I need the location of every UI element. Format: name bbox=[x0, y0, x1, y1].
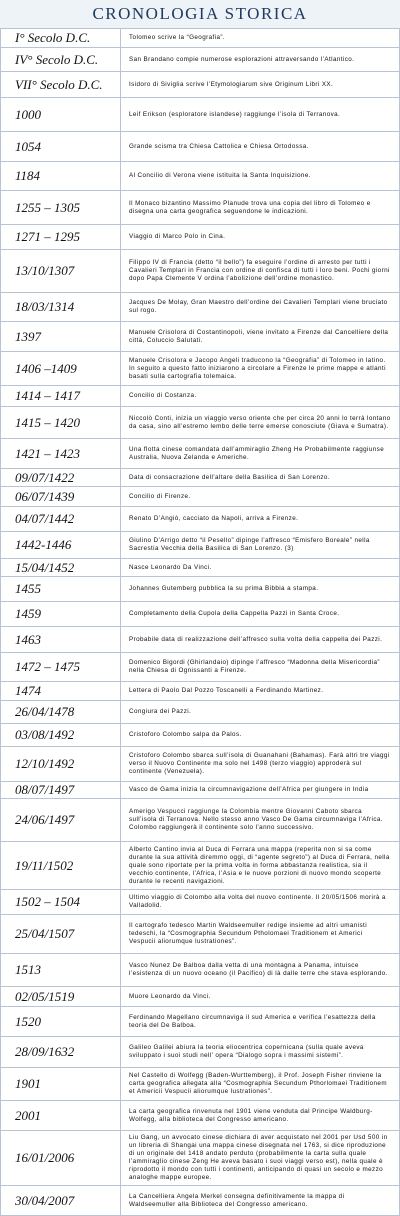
timeline-event-text: Vasco Nunez De Balboa dalla vetta di una montagna a Panama, intuisce l’esistenza di un nuovo oceano (il Pacifico) di là dalle terre che stava esplorando. bbox=[129, 962, 388, 977]
timeline-event-text: Manuele Crisolora e Jacopo Angeli traducono la “Geografia” di Tolomeo in latino. In seguito a questo fatto iniziarono a circolare a Firenze le prime mappe e atlanti basati sulla cartografia tolemaica. bbox=[129, 356, 386, 380]
timeline-row bbox=[0, 627, 400, 653]
timeline-date: 1901 bbox=[1, 1068, 121, 1100]
timeline-event-text: Manuele Crisolora di Costantinopoli, viene invitato a Firenze dal Cancelliere della città, Coluccio Salutati. bbox=[129, 328, 389, 344]
timeline-date: 26/04/1478 bbox=[1, 701, 121, 723]
timeline-row bbox=[0, 987, 400, 1007]
timeline-date: 06/07/1439 bbox=[1, 487, 121, 506]
timeline-event-text: Niccolò Conti, inizia un viaggio verso oriente che per circa 20 anni lo terrà lontano da casa, sino all’estremo lembo delle terre emerse conosciute (Giava e Sumatra). bbox=[129, 414, 391, 430]
timeline-event-text: Probabile data di realizzazione dell’affresco sulla volta della cappella dei Pazzi. bbox=[129, 635, 383, 643]
timeline-row bbox=[0, 487, 400, 507]
timeline-date: 1271 – 1295 bbox=[1, 225, 121, 249]
timeline-event-text: Renato D’Angiò, cacciato da Napoli, arriva a Firenze. bbox=[129, 515, 299, 522]
timeline-date: 1184 bbox=[1, 162, 121, 190]
timeline-row bbox=[0, 191, 400, 225]
timeline-date: 28/09/1632 bbox=[1, 1037, 121, 1067]
timeline-event-text: Cristoforo Colombo salpa da Palos. bbox=[129, 731, 242, 738]
timeline-date: 16/01/2006 bbox=[1, 1131, 121, 1185]
timeline-date: 1414 – 1417 bbox=[1, 386, 121, 406]
timeline-row bbox=[0, 559, 400, 577]
timeline-date: 1520 bbox=[1, 1007, 121, 1036]
timeline-row bbox=[0, 132, 400, 162]
timeline-event-text: Tolomeo scrive la “Geografia”. bbox=[129, 34, 225, 41]
timeline-row bbox=[0, 890, 400, 915]
timeline-row bbox=[0, 954, 400, 987]
timeline-date: 1415 – 1420 bbox=[1, 407, 121, 438]
timeline-date: 1463 bbox=[1, 627, 121, 652]
timeline-event-text: Galileo Galilei abiura la teoria eliocentrica copernicana (sulla quale aveva sviluppato i suoi studi nell’ opera “Dialogo sopra i massimi sistemi”. bbox=[129, 1044, 364, 1059]
timeline-event-text: Ferdinando Magellano circumnaviga il sud America e verifica l’esattezza della teoria del De Balboa. bbox=[129, 1013, 376, 1029]
timeline-event-text: Completamento della Cupola della Cappella Pazzi in Santa Croce. bbox=[129, 610, 340, 617]
timeline-event-text: Al Concilio di Verona viene istituita la Santa Inquisizione. bbox=[129, 172, 311, 179]
timeline-event-text: Jacques De Molay, Gran Maestro dell’ordine dei Cavalieri Templari viene bruciato sul rogo. bbox=[129, 299, 388, 314]
timeline-date: 12/10/1492 bbox=[1, 747, 121, 781]
timeline-date: 1502 – 1504 bbox=[1, 890, 121, 914]
timeline-date: 2001 bbox=[1, 1101, 121, 1130]
timeline-row bbox=[0, 682, 400, 701]
timeline-row bbox=[0, 724, 400, 747]
timeline-row bbox=[0, 701, 400, 724]
timeline-row bbox=[0, 1131, 400, 1186]
timeline-row bbox=[0, 782, 400, 799]
timeline-table bbox=[0, 28, 400, 1216]
timeline-date: 19/11/1502 bbox=[1, 842, 121, 889]
timeline-date: 1474 bbox=[1, 682, 121, 700]
timeline-event-text: Viaggio di Marco Polo in Cina. bbox=[129, 233, 226, 240]
timeline-date: 1513 bbox=[1, 954, 121, 986]
timeline-row bbox=[0, 842, 400, 890]
timeline-event-text: La carta geografica rinvenuta nel 1901 viene venduta dal Principe Waldburg-Wolfegg, alla biblioteca del Congresso americano. bbox=[129, 1107, 373, 1123]
timeline-event-text: Muore Leonardo da Vinci. bbox=[129, 992, 211, 1000]
timeline-date: 1421 – 1423 bbox=[1, 439, 121, 468]
timeline-row bbox=[0, 469, 400, 487]
timeline-date: 1255 – 1305 bbox=[1, 191, 121, 224]
timeline-date: 1455 bbox=[1, 577, 121, 601]
timeline-date: 09/07/1422 bbox=[1, 469, 121, 486]
timeline-event-text: Concilio di Costanza. bbox=[129, 392, 197, 399]
timeline-date: 18/03/1314 bbox=[1, 293, 121, 321]
timeline-event-text: Nasce Leonardo Da Vinci. bbox=[129, 563, 212, 571]
timeline-date: I° Secolo D.C. bbox=[1, 29, 121, 47]
timeline-row bbox=[0, 1068, 400, 1101]
timeline-row bbox=[0, 747, 400, 782]
timeline-event-text: Leif Erikson (esploratore islandese) raggiunge l’isola di Terranova. bbox=[129, 110, 341, 118]
timeline-date: 30/04/2007 bbox=[1, 1186, 121, 1215]
timeline-event-text: Grande scisma tra Chiesa Cattolica e Chiesa Ortodossa. bbox=[129, 142, 309, 150]
timeline-date: 1472 – 1475 bbox=[1, 653, 121, 681]
timeline-event-text: San Brandano compie numerose esplorazioni attraversando l’Atlantico. bbox=[129, 55, 355, 63]
timeline-event-text: Una flotta cinese comandata dall’ammiraglio Zheng He Probabilmente raggiunse Australia, Nuova Zelanda e Americhe. bbox=[129, 445, 385, 461]
timeline-row bbox=[0, 322, 400, 352]
timeline-event-text: Johannes Gutemberg pubblica la su prima Bibbia a stampa. bbox=[129, 585, 319, 592]
timeline-row bbox=[0, 48, 400, 72]
timeline-row bbox=[0, 98, 400, 132]
timeline-event-text: Concilio di Firenze. bbox=[129, 492, 191, 500]
timeline-event-text: Congiura dei Pazzi. bbox=[129, 708, 192, 715]
timeline-date: 1406 –1409 bbox=[1, 352, 121, 385]
timeline-event-text: Lettera di Paolo Dal Pozzo Toscanelli a Ferdinando Martinez. bbox=[129, 687, 324, 694]
timeline-date: 1054 bbox=[1, 132, 121, 161]
timeline-row bbox=[0, 386, 400, 407]
timeline-date: 04/07/1442 bbox=[1, 507, 121, 531]
timeline-date: 1459 bbox=[1, 602, 121, 626]
timeline-date: IV° Secolo D.C. bbox=[1, 48, 121, 71]
timeline-date: 13/10/1307 bbox=[1, 250, 121, 292]
timeline-event-text: Il cartografo tedesco Martin Waldseemuller redige insieme ad altri umanisti tedeschi, la “Cosmographia Secundum Ptholomaei Traditionem et Americi Vespucii aliorumque lustrationes”. bbox=[129, 922, 368, 945]
timeline-event-text: Giulino D’Arrigo detto “il Pesello” dipinge l’affresco “Emisfero Boreale” nella Sacrestia Vecchia della Basilica di San Lorenzo. (3) bbox=[129, 537, 370, 552]
timeline-event-text: Filippo IV di Francia (detto “il bello”) fa eseguire l’ordine di arresto per tutti i Cavalieri Templari in Francia con ordine di confisca di tutti i loro beni. Pochi giorni dopo Papa Clemente V ordina l’abolizione dell’ordine monastico. bbox=[129, 259, 390, 282]
timeline-date: 08/07/1497 bbox=[1, 782, 121, 798]
timeline-row bbox=[0, 225, 400, 250]
timeline-row bbox=[0, 29, 400, 48]
timeline-date: 1397 bbox=[1, 322, 121, 351]
timeline-row bbox=[0, 293, 400, 322]
timeline-row bbox=[0, 577, 400, 602]
timeline-date: VII° Secolo D.C. bbox=[1, 72, 121, 97]
timeline-row bbox=[0, 352, 400, 386]
timeline-date: 1000 bbox=[1, 98, 121, 131]
timeline-row bbox=[0, 1037, 400, 1068]
timeline-row bbox=[0, 915, 400, 954]
timeline-event-text: Vasco de Gama inizia la circumnavigazione dell’Africa per giungere in India bbox=[129, 786, 369, 793]
timeline-row bbox=[0, 407, 400, 439]
timeline-event-text: Amerigo Vespucci raggiunge la Colombia mentre Giovanni Caboto sbarca sull’isola di Terranova. Nello stesso anno Vasco De Gama circumnaviga l’Africa. Colombo raggiungerà il continente solo l’anno successivo. bbox=[129, 808, 383, 831]
timeline-date: 03/08/1492 bbox=[1, 724, 121, 746]
timeline-date: 02/05/1519 bbox=[1, 987, 121, 1006]
timeline-event-text: La Cancelliera Angela Merkel consegna definitivamente la mappa di Waldseemuller alla Biblioteca del Congresso americano. bbox=[129, 1192, 345, 1208]
timeline-date: 15/04/1452 bbox=[1, 559, 121, 576]
timeline-event-text: Data di consacrazione dell’altare della Basilica di San Lorenzo. bbox=[129, 473, 330, 481]
timeline-event-text: Cristoforo Colombo sbarca sull’isola di Guanahani (Bahamas). Farà altri tre viaggi verso il Nuovo Continente ma solo nel 1498 (terzo viaggio) approderà sul continente (Venezuela). bbox=[129, 752, 390, 775]
timeline-row bbox=[0, 602, 400, 627]
page-title: CRONOLOGIA STORICA bbox=[92, 4, 308, 23]
title-bar bbox=[0, 0, 400, 28]
timeline-row bbox=[0, 799, 400, 842]
timeline-row bbox=[0, 250, 400, 293]
timeline-row bbox=[0, 507, 400, 532]
timeline-event-text: Ultimo viaggio di Colombo alla volta del nuovo continente. Il 20/05/1506 morirà a Valladolid. bbox=[129, 894, 386, 909]
timeline-row bbox=[0, 439, 400, 469]
timeline-date: 24/06/1497 bbox=[1, 799, 121, 841]
timeline-event-text: Alberto Cantino invia al Duca di Ferrara una mappa (reperita non si sa come durante la sua attività diremmo oggi, di “agente segreto”) al Duca di Ferrara, nella quale sono riportate per la prima volta in forma abbastanza realistica, sia il vecchio continente, l’Africa, l’Asia e le nuove porzioni di nuovo mondo scoperte durante le recenti navigazioni. bbox=[129, 845, 390, 885]
timeline-event-text: Domenico Bigordi (Ghirlandaio) dipinge l’affresco “Madonna della Misericordia” nella Chiesa di Ognissanti a Firenze. bbox=[129, 659, 380, 674]
timeline-date: 1442-1446 bbox=[1, 532, 121, 558]
timeline-date: 25/04/1507 bbox=[1, 915, 121, 953]
timeline-event-text: Isidoro di Siviglia scrive l’Etymologiarum sive Originum Libri XX. bbox=[129, 80, 334, 88]
timeline-row bbox=[0, 1101, 400, 1131]
timeline-event-text: Il Monaco bizantino Massimo Planude trova una copia del libro di Tolomeo e disegna una carta geografica seguendone le indicazioni. bbox=[129, 199, 371, 215]
timeline-row bbox=[0, 653, 400, 682]
timeline-event-text: Nel Castello di Wolfegg (Baden-Wurttemberg), il Prof. Joseph Fisher rinviene la carta geografica allegata alla “Cosmographia Secundum Pthorlomaei Traditionem et Americii Vespucii aliorumque lustrationes”. bbox=[129, 1072, 387, 1095]
timeline-row bbox=[0, 532, 400, 559]
timeline-row bbox=[0, 1007, 400, 1037]
timeline-row bbox=[0, 162, 400, 191]
timeline-row bbox=[0, 72, 400, 98]
timeline-event-text: Liu Gang, un avvocato cinese dichiara di aver acquistato nel 2001 per Usd 500 in un libreria di Shangai una mappa cinese disegnata nel 1763, si dice riproduzione di un originale del 1418 andato perduto (probabilmente la carta sulla quale l’ammiraglio cinese Zeng He aveva basato i suoi viaggi verso est), nella quale è riprodotto il mondo con tutti i continenti, anticipando di quasi un secolo e mezzo analoghe mappe europee. bbox=[129, 1134, 388, 1181]
